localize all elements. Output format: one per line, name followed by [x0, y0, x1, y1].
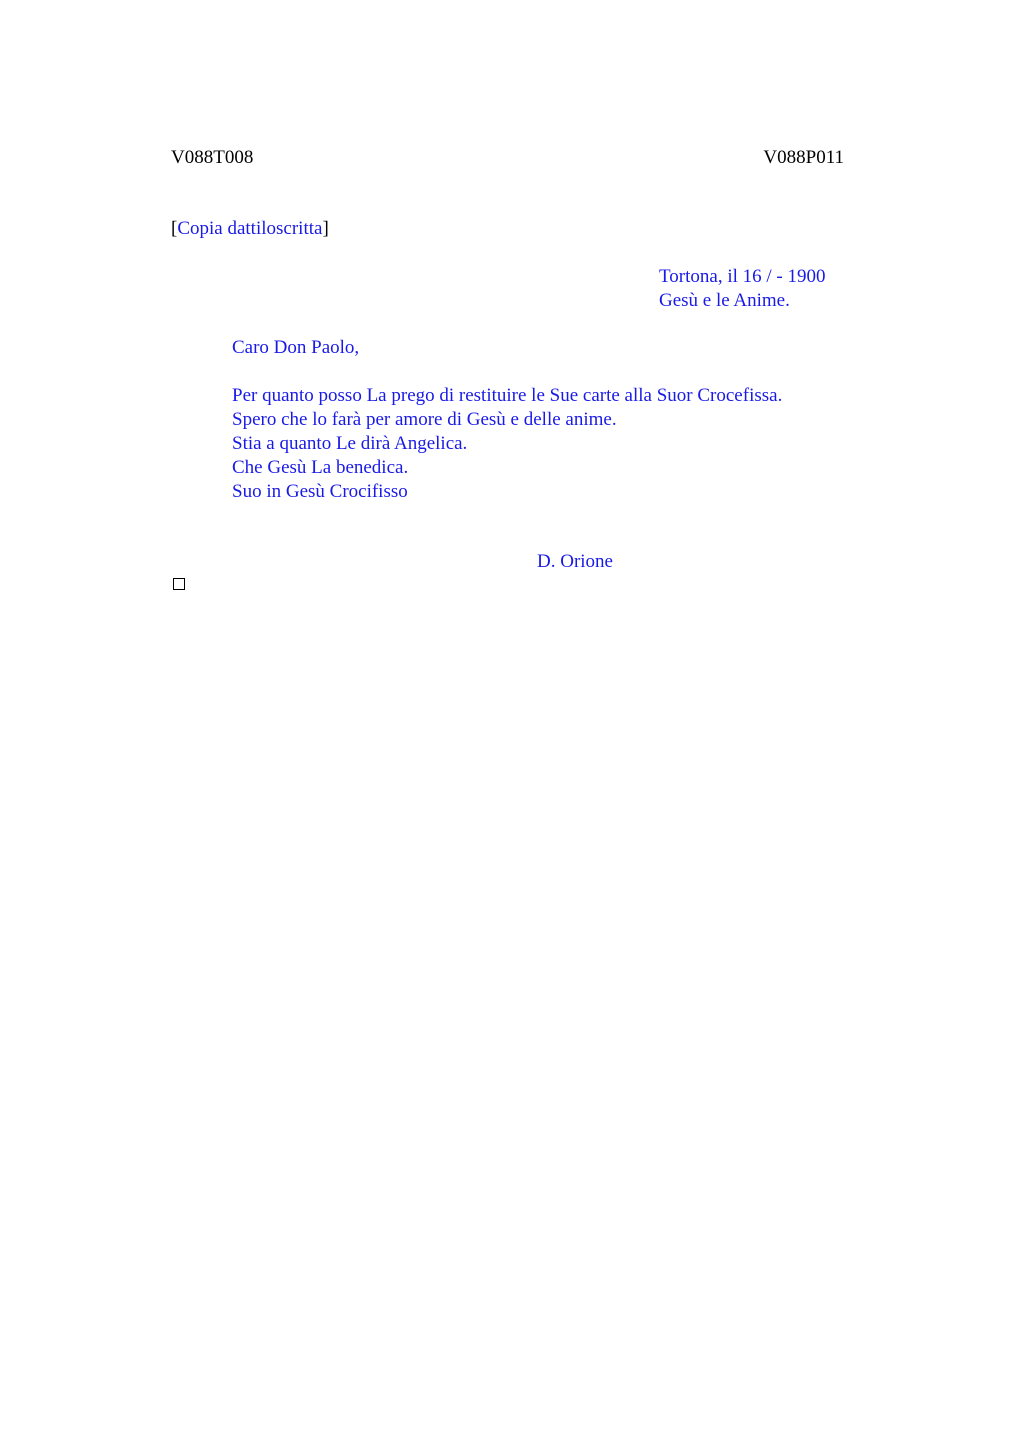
body-line: Stia a quanto Le dirà Angelica.	[232, 433, 468, 454]
motto-line: Gesù e le Anime.	[659, 290, 790, 311]
copy-note-close-bracket: ]	[322, 218, 329, 239]
body-line: Che Gesù La benedica.	[232, 457, 409, 478]
date-block	[659, 265, 825, 313]
body-line: Suo in Gesù Crocifisso	[232, 481, 408, 502]
end-marker-box-icon	[173, 578, 185, 590]
copy-note	[171, 217, 329, 241]
document-code-right: V088P011	[763, 147, 844, 168]
body-line: Spero che lo farà per amore di Gesù e delle anime.	[232, 409, 617, 430]
date-line: Tortona, il 16 / - 1900	[659, 266, 826, 287]
copy-note-open-bracket: [	[171, 218, 178, 239]
signature: D. Orione	[537, 551, 613, 572]
document-code-left: V088T008	[171, 147, 254, 168]
body-line: Per quanto posso La prego di restituire le Sue carte alla Suor Crocefissa.	[232, 385, 783, 406]
letter-body	[232, 384, 782, 504]
copy-note-text: Copia dattiloscritta	[177, 218, 323, 239]
salutation: Caro Don Paolo,	[232, 337, 360, 358]
